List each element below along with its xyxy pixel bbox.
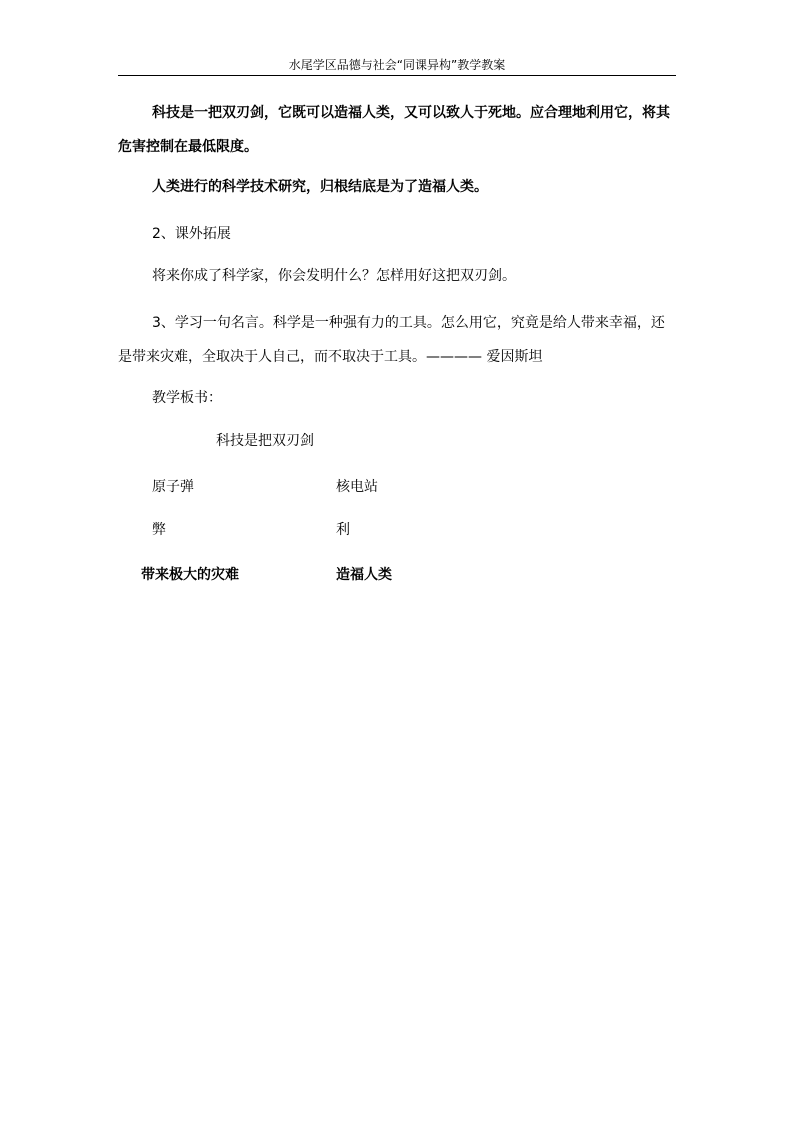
- section-quote-text: 3、学习一句名言。科学是一种强有力的工具。怎么用它，究竟是给人带来幸福，还是带来灾难，全取决于人自己，而不取决于工具。———— 爱因斯坦: [118, 315, 665, 365]
- board-right-judgement: 利: [336, 522, 350, 538]
- board-right-item: 核电站: [336, 479, 378, 495]
- board-right-result: 造福人类: [336, 567, 392, 583]
- header-divider: [118, 75, 676, 76]
- board-left-judgement: 弊: [152, 522, 166, 538]
- board-left-result: 带来极大的灾难: [141, 567, 239, 583]
- section-extension-text: 将来你成了科学家，你会发明什么？怎样用好这把双刃剑。: [152, 268, 516, 284]
- board-title: 科技是把双刃剑: [216, 433, 314, 449]
- page-header-title: 水尾学区品德与社会“同课异构”教学教案: [288, 58, 506, 72]
- paragraph-double-edged-sword: 科技是一把双刃剑，它既可以造福人类，又可以致人于死地。应合理地利用它，将其危害控制在最低限度。: [118, 105, 670, 155]
- board-left-item: 原子弹: [152, 479, 194, 495]
- paragraph-benefit-humanity: 人类进行的科学技术研究，归根结底是为了造福人类。: [152, 179, 488, 195]
- board-label: 教学板书：: [152, 390, 222, 406]
- section-extension-title: 2、课外拓展: [152, 226, 231, 242]
